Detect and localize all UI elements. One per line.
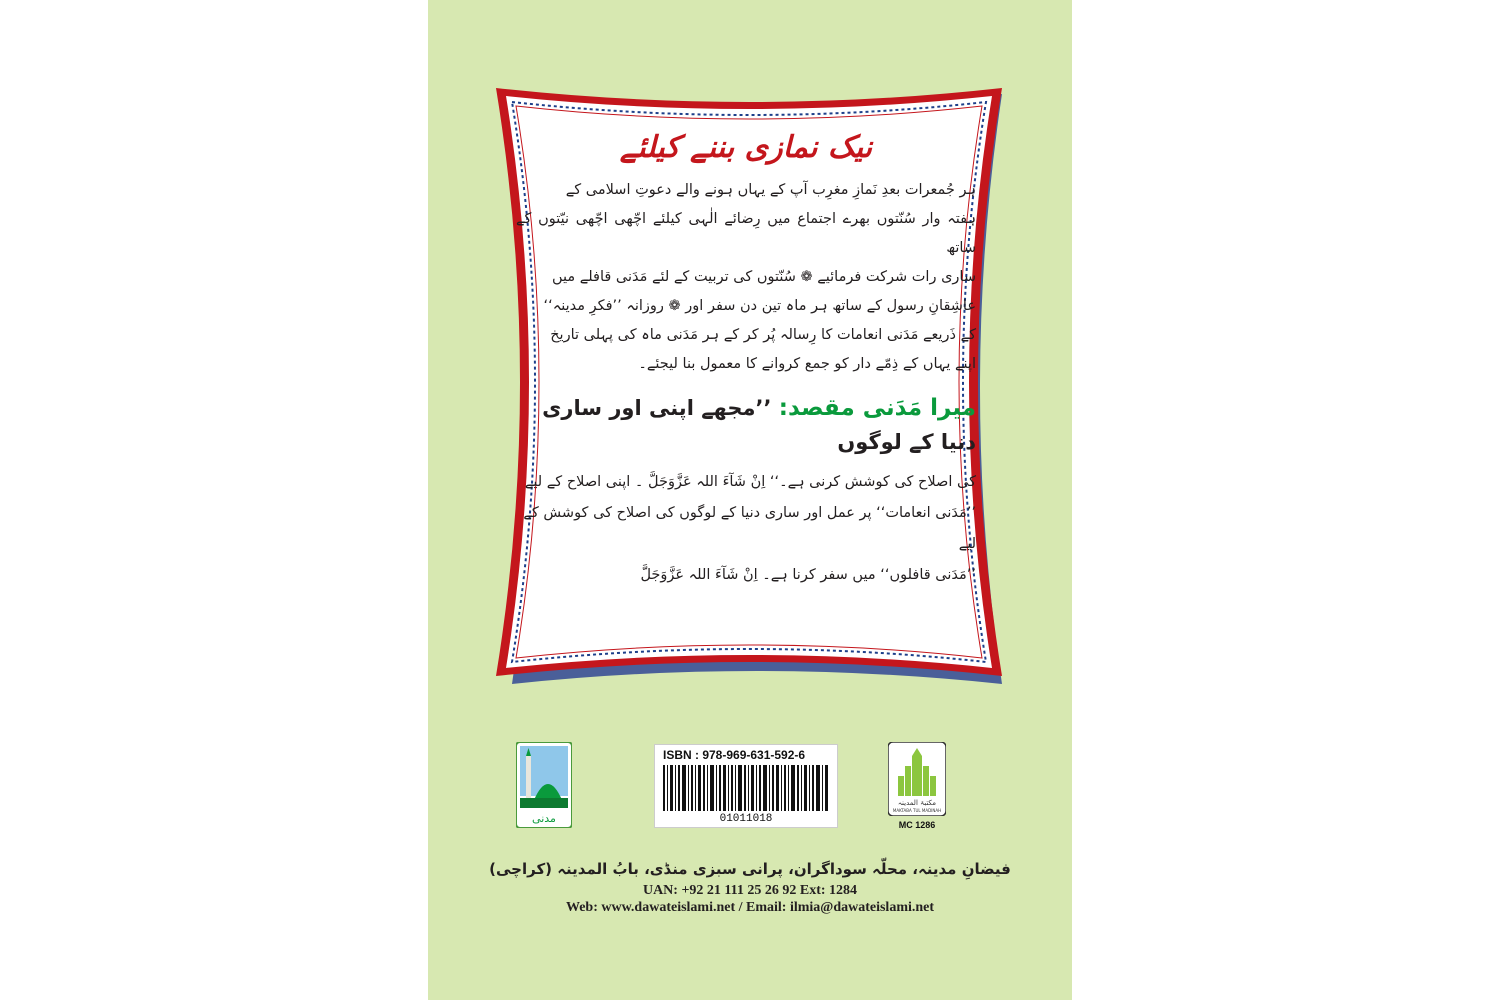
paragraph-line: ہر جُمعرات بعدِ نَمازِ مغرِب آپ کے یہاں ہونے والے دعوتِ اسلامی کے: [565, 182, 976, 198]
closing-line: ’’مَدَنی قافلوں‘‘ میں سفر کرنا ہے۔ اِنْ شَآءَ اللہ عَزَّوَجَلَّ: [640, 567, 976, 583]
isbn-label: ISBN : 978-969-631-592-6: [663, 748, 806, 762]
closing-line: ’’مَدَنی انعامات‘‘ پر عمل اور ساری دنیا کے لوگوں کی اصلاح کی کوشش کے لیے: [523, 505, 976, 552]
motto-heading: میرا مَدَنی مقصد:: [778, 395, 976, 421]
closing-line: کی اصلاح کی کوشش کرنی ہے۔‘‘ اِنْ شَآءَ اللہ عَزَّوَجَلَّ ۔ اپنی اصلاح کے لیے: [524, 474, 976, 490]
scroll-content: [516, 118, 976, 673]
paragraph-line: اپنے یہاں کے ذِمّے دار کو جمع کروانے کا معمول بنا لیجئے۔: [638, 356, 976, 372]
madani-channel-logo: [516, 742, 572, 828]
publisher-icon: [888, 742, 946, 816]
web-email-line: Web: www.dawateislami.net / Email: ilmia@dawateislami.net: [565, 900, 935, 915]
barcode-number: 01011018: [719, 813, 773, 825]
address-urdu: فیضانِ مدینہ، محلّہ سوداگران، پرانی سبزی منڈی، بابُ المدینہ (کراچی): [489, 860, 1011, 878]
isbn-barcode: [654, 744, 838, 828]
madani-label: مدنی: [532, 812, 556, 825]
logos-row: [428, 740, 1072, 830]
back-cover: [428, 0, 1072, 1000]
motto: [516, 391, 976, 459]
paragraph-line: عاشِقانِ رسول کے ساتھ ہر ماہ تین دن سفر اور ❁ روزانہ ’’فکرِ مدینہ‘‘: [543, 298, 976, 314]
barcode-icon: [661, 765, 831, 811]
paragraph-line: ہفتہ وار سُنّتوں بھرے اجتماع میں رِضائے الٰہی کیلئے اچّھی اچّھی نیّتوں کے ساتھ: [516, 211, 976, 256]
address-block: [428, 860, 1072, 916]
publisher-code: MC 1286: [898, 820, 936, 830]
uan-line: UAN: +92 21 111 25 26 92 Ext: 1284: [642, 883, 858, 898]
publisher-logo-subtext: MAKTABA TUL MADINAH: [892, 808, 942, 813]
paragraph-line: کے ذَریعے مَدَنی انعامات کا رِسالہ پُر کر کے ہر مَدَنی ماہ کی پہلی تاریخ: [550, 327, 976, 343]
publisher-logo-text: مکتبۃ المدینہ: [897, 799, 937, 807]
dome-icon: [516, 742, 572, 828]
paragraph-line: ساری رات شرکت فرمائیے ❁ سُنّتوں کی تربیت کے لئے مَدَنی قافلے میں: [551, 269, 976, 285]
motto-text: ’’مجھے اپنی اور ساری دنیا کے لوگوں: [542, 396, 976, 454]
publisher-logo: [888, 742, 946, 830]
page-title: نیک نمازی بننے کیلئے: [619, 130, 873, 165]
